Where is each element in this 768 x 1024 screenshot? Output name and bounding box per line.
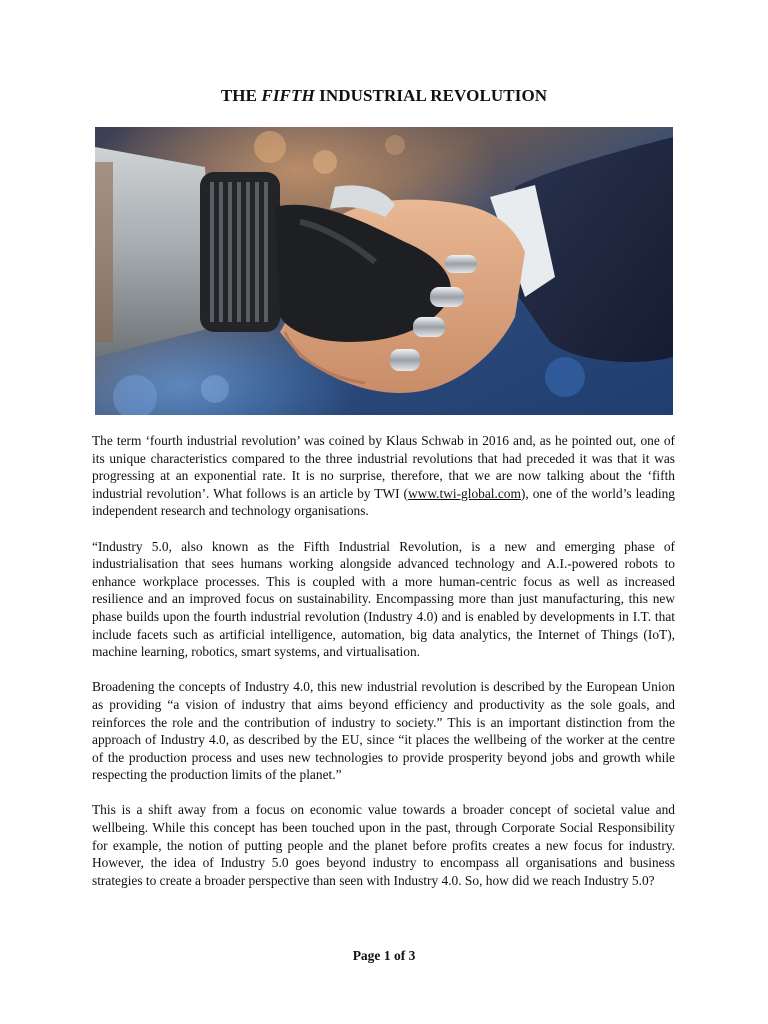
body-paragraph: This is a shift away from a focus on economic value towards a broader concept of societal value and wellbeing. While this concept has been touched upon in the past, through Corporate Social Responsibility for example, the notion of putting people and the planet before profits creates a new focus for industry. However, the idea of Industry 5.0 goes beyond industry to encompass all organisations and business strategies to create a broader perspective than seen with Industry 4.0. So, how did we reach Industry 5.0? — [92, 802, 675, 888]
intro-text-before-link: The term ‘fourth industrial revolution’ was coined by Klaus Schwab in 2016 and, as he pointed out, one of its unique characteristics compared to the three industrial revolutions that had preceded it was that it was progressing at an exponential rate. It is no surprise, therefore, that we are now talking about the ‘fifth industrial revolution’. What follows is an article by TWI ( — [92, 433, 675, 501]
intro-text-after-link: ), one of the world’s leading independent research and technology organisations. — [92, 485, 676, 519]
article-body — [92, 432, 675, 907]
title-suffix: INDUSTRIAL REVOLUTION — [314, 86, 548, 105]
page-footer — [0, 948, 768, 964]
current-page-number: 1 — [383, 948, 391, 963]
total-page-count: 3 — [408, 948, 416, 963]
title-italic-word: FIFTH — [261, 86, 315, 105]
page-title — [0, 86, 768, 106]
body-paragraph: “Industry 5.0, also known as the Fifth Industrial Revolution, is a new and emerging phase of industrialisation that sees humans working alongside advanced technology and A.I.-powered robots to enhance workplace processes. This is coupled with a more human-centric focus as well as increased resilience and an improved focus on sustainability. Encompassing more than just manufacturing, this new phase builds upon the fourth industrial revolution (Industry 4.0) and is enabled by developments in I.T. that include facets such as artificial intelligence, automation, big data analytics, the Internet of Things (IoT), machine learning, robotics, smart systems, and virtualisation. — [92, 538, 675, 660]
robot-human-handshake-image — [95, 127, 673, 415]
body-paragraph: Broadening the concepts of Industry 4.0, this new industrial revolution is described by the European Union as providing “a vision of industry that aims beyond efficiency and productivity as the sole goals, and reinforces the role and the contribution of industry to society.” This is an important distinction from the approach of Industry 4.0, as described by the EU, since “it places the wellbeing of the worker at the centre of the production process and uses new technologies to provide prosperity beyond jobs and growth while respecting the production limits of the planet.” — [92, 679, 675, 783]
footer-of-word: of — [390, 948, 409, 963]
footer-page-word: Page — [352, 948, 384, 963]
title-prefix: THE — [220, 86, 262, 105]
twi-website-link[interactable]: www.twi-global.com — [407, 485, 521, 501]
intro-paragraph — [92, 432, 675, 520]
